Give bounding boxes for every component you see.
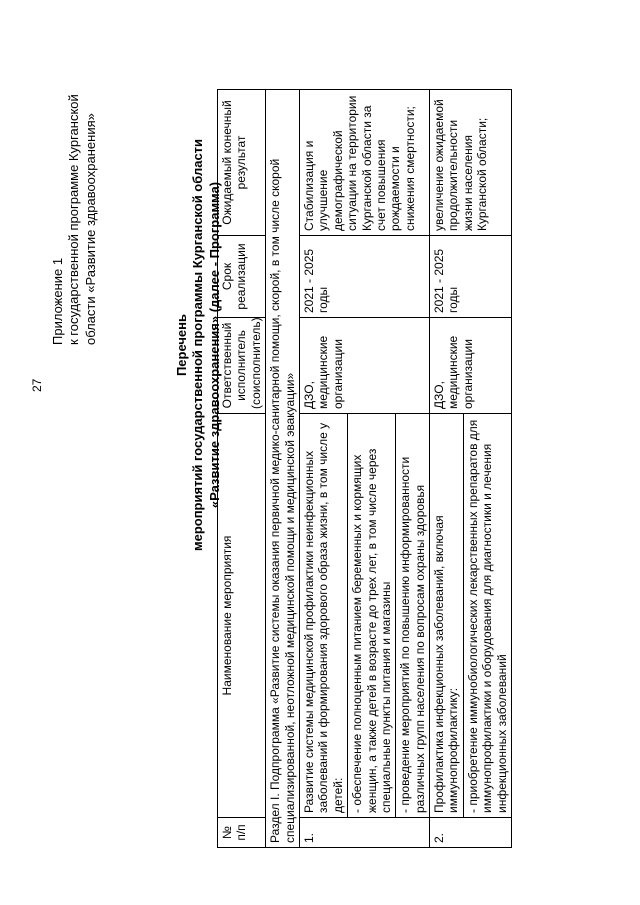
appendix-line-1: Приложение 1 — [50, 257, 65, 345]
row-name: Профилактика инфекционных заболеваний, включая иммунопрофилактику: — [430, 414, 464, 818]
appendix-line-2: к государственной программе Курганской области «Развитие здравоохранения» — [66, 94, 98, 345]
subrow-text: - проведение мероприятий по повышению информированности различных групп населения по вопросам охраны здоровья — [396, 414, 430, 818]
header-term: Срок реализации — [218, 236, 266, 318]
row-result: Стабилизация и улучшение демографической ситуации на территории Курганской области за счет повышения рождаемости и снижения смертности; — [299, 90, 429, 236]
document-title — [174, 35, 223, 655]
subrow-text: - обеспечение полноценным питанием беременных и кормящих женщин, а также детей в возрасте до трех лет, в том числе через специальные пункты питания и магазины — [348, 414, 396, 818]
header-name: Наименование мероприятия — [218, 414, 266, 818]
header-executor: Ответственный исполнитель (соисполнитель) — [218, 318, 266, 414]
appendix-note — [50, 85, 99, 345]
title-line-2: мероприятий государственной программы Курганской области — [190, 138, 206, 552]
measures-table — [217, 89, 512, 848]
row-term: 2021 - 2025 годы — [430, 236, 512, 318]
header-num: № п/п — [218, 818, 266, 848]
table-header-row — [218, 90, 266, 848]
title-line-3: «Развитие здравоохранения» (далее - Программа) — [206, 181, 222, 509]
section-title: Раздел I. Подпрограмма «Развитие системы оказания первичной медико-санитарной помощи, скорой, в том числе скорой специализированной, неотложной медицинской помощи и медицинской эвакуации» — [266, 90, 300, 848]
row-num: 1. — [299, 818, 429, 848]
title-line-1: Перечень — [174, 313, 189, 377]
page-number: 27 — [30, 378, 44, 392]
header-result: Ожидаемый конечный результат — [218, 90, 266, 236]
section-row — [266, 90, 300, 848]
row-name: Развитие системы медицинской профилактики неинфекционных заболеваний и формирования здорового образа жизни, в том числе у детей: — [299, 414, 347, 818]
rotated-page — [0, 25, 640, 905]
row-executor: ДЗО, медицинские организации — [299, 318, 429, 414]
row-executor: ДЗО, медицинские организации — [430, 318, 512, 414]
subrow-text: - приобретение иммунобиологических лекарственных препаратов для иммунопрофилактики и оборудования для диагностики и лечения инфекционных заболеваний — [463, 414, 511, 818]
table-row — [299, 90, 347, 848]
row-num: 2. — [430, 818, 512, 848]
row-term: 2021 - 2025 годы — [299, 236, 429, 318]
row-result: увеличение ожидаемой продолжительности жизни населения Курганской области; — [430, 90, 512, 236]
table-row — [430, 90, 464, 848]
